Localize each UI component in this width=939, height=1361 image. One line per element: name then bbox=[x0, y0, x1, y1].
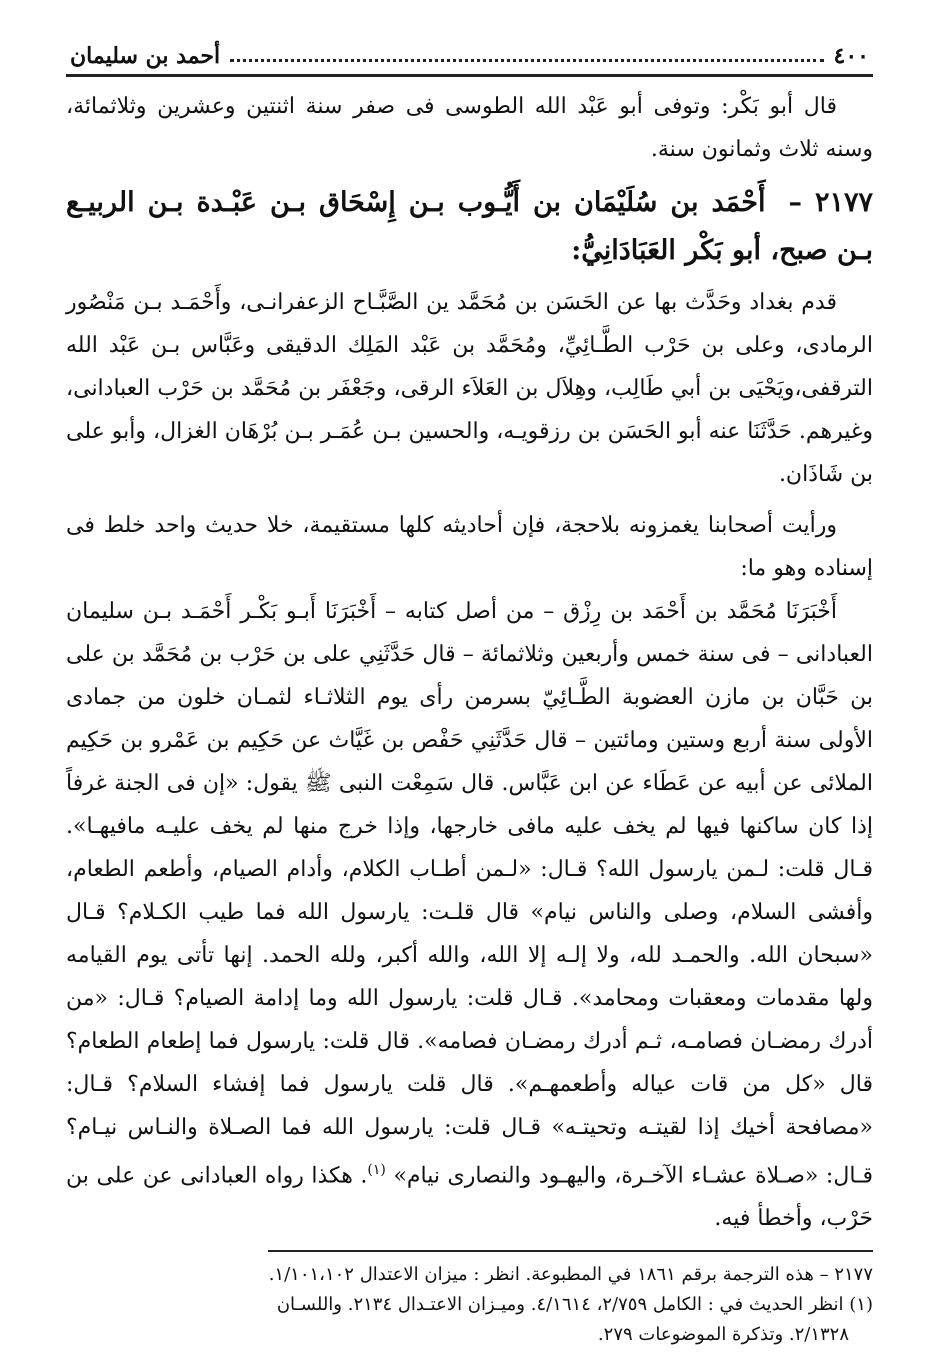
running-title: أحمد بن سليمان bbox=[70, 43, 221, 69]
intro-line-1: قال أبو بَكْر: وتوفى أبو عَبْد الله الطوسى فى صفر سنة اثنتين وعشرين وثلاثمائة، bbox=[66, 94, 837, 119]
closing-text: . هكذا رواه العبادانى عن على بن حَرْب، وأخطأ فيه. bbox=[66, 1163, 873, 1232]
hadith-text: أَخْبَرَنَا مُحَمَّد بن أَحْمَد بن رِزْق – من أصل كتابه – أَخْبَرَنَا أَبـو بَكْـر أَحْمَـد بـن سليمان العبادانى – فى سنة خمس وأربعين وثلاثمائة – قال حَدَّثَنِي على بن حَرْب بن مُحَمَّد بن على بن حَبَّان بن مازن العضوبة الطَّـائِيّ بسرمن رأى يوم الثلاثـاء لثمـان خلون من جمادى الأولى سنة أربع وستين ومائتين – قال حَدَّثَنِي حَفْص بن غَيَّاث عن حَكِيم بن عَمْرو بن حَكِيم الملائى عن أبيه عن عَطَاء عن ابن عَبَّاس. قال سَمِعْت النبى ﷺ يقول: «إن فى الجنة غرفاً إذا كان ساكنها فيها لم يخف عليه مافى خارجها، وإذا خرج منها لم يخف عليـه مافيهـا». قـال قلت: لـمن يارسول الله؟ قـال: «لـمن أطـاب الكلام، وأدام الصيام، وأطعم الطعام، وأفشى السلام، وصلى والناس نيام» قال قلـت: يارسول الله فما طيب الكـلام؟ قـال «سبحان الله. والحمـد لله، ولا إلـه إلا الله، والله أكبر، ولله الحمد. إنها تأتى يوم القيامه ولها مقدمات ومعقبات ومحامد». قـال قلت: يارسول الله وما إدامة الصيام؟ قـال: «من أدرك رمضـان فصامـه، ثـم أدرك رمضـان فصامه». قال قلت: يارسول فما إطعام الطعام؟ قال «كل من قات عياله وأطعمهـم». قال قلت يارسول فما إفشاء السلام؟ قـال: «مصافحة أخيك إذا لقيتـه وتحيتـه» قـال قلت: يارسول الله فما الصـلاة والنـاس نيـام؟ قـال: «صـلاة عشـاء الآخـرة، واليهـود والنصارى نيام» bbox=[66, 599, 873, 1189]
footnote-entry: ٢١٧٧ – هذه الترجمة برقم ١٨٦١ في المطبوعة. انظر : ميزان الاعتدال ١/١٠١،١٠٢. bbox=[268, 1264, 873, 1286]
page-number: ٤٠٠ bbox=[833, 43, 869, 69]
footnote-divider bbox=[268, 1250, 873, 1252]
entry-heading-line-2: صبح، أبو بَكْر العَبَادَانِيُّ: bbox=[571, 235, 828, 266]
running-header bbox=[66, 38, 873, 77]
entry-number: ٢١٧٧ – bbox=[788, 187, 873, 218]
dotted-leader bbox=[230, 59, 823, 62]
entry-heading-line-1: أَحْمَد بن سُلَيْمَان بن أَيُّـوب بـن إِسْحَاق بـن عَبْـدة بـن الربيـع بـن bbox=[66, 187, 873, 266]
intro-paragraph bbox=[66, 85, 873, 171]
footnote-1-line-1: (١) انظر الحديث في : الكامل ٢/٧٥٩، ٤/١٦١٤. وميـزان الاعتـدال ٢١٣٤. واللسـان bbox=[276, 1294, 873, 1316]
paragraph-assessment: ورأيت أصحابنا يغمزونه بلاحجة، فإن أحاديثه كلها مستقيمة، خلا حديث واحد خلط فى إسناده وهو ما: bbox=[66, 513, 873, 581]
footnotes bbox=[66, 1260, 873, 1350]
paragraph-hadith bbox=[66, 590, 873, 1240]
paragraph-teachers: قدم بغداد وحَدَّث بها عن الحَسَن بن مُحَمَّد ين الصَّبَّـاح الزعفرانـى، وأَحْمَـد بـن مَنْصُور الرمادى، وعلى بن حَرْب الطَّـائِيِّ، ومُحَمَّد بن عَبْد المَلِك الدقيقى وعَبَّاس بـن عَبْد الله الترقفى،ويَحْيَى بن أبي طَالِب، وهِلاَل بن العَلاَء الرقى، وجَعْفَر بن مُحَمَّد بن حَرْب العبادانى، وغيرهم. حَدَّثَنَا عنه أبو الحَسَن بن رزقويـه، والحسين بـن عُمَـر بـن بُرْهَان الغزال، وأبو على بن شَاذَان. bbox=[66, 290, 873, 487]
footnote-reference: (١) bbox=[367, 1162, 386, 1178]
intro-line-2: وسنه ثلاث وثمانون سنة. bbox=[650, 137, 873, 162]
footnote-1-line-2: ٢/١٣٢٨. وتذكرة الموضوعات ٢٧٩. bbox=[597, 1324, 849, 1346]
entry-heading bbox=[66, 179, 873, 275]
